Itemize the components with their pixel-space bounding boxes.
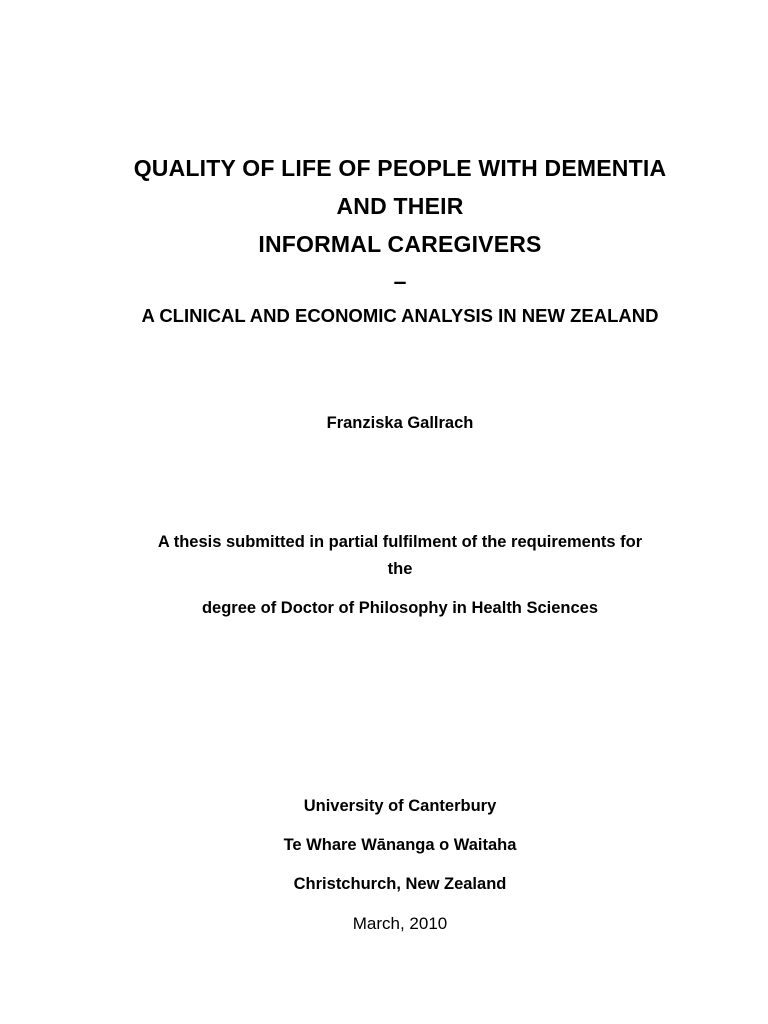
university-location: Christchurch, New Zealand [293,875,507,893]
university-maori-name: Te Whare Wānanga o Waitaha [283,836,517,854]
thesis-statement-line-3: degree of Doctor of Philosophy in Health Sciences [201,599,599,617]
author-name: Franziska Gallrach [326,414,474,432]
subtitle: A CLINICAL AND ECONOMIC ANALYSIS IN NEW ZEALAND [141,305,659,326]
thesis-statement-line-1: A thesis submitted in partial fulfilment of the requirements for [157,533,643,551]
title-line-1: QUALITY OF LIFE OF PEOPLE WITH DEMENTIA [133,155,667,181]
title-line-3: INFORMAL CAREGIVERS [258,231,542,257]
submission-date: March, 2010 [352,914,448,933]
title-dash: – [393,268,407,294]
thesis-statement-line-2: the [387,560,413,578]
title-line-2: AND THEIR [336,193,464,219]
university-name: University of Canterbury [303,797,497,815]
